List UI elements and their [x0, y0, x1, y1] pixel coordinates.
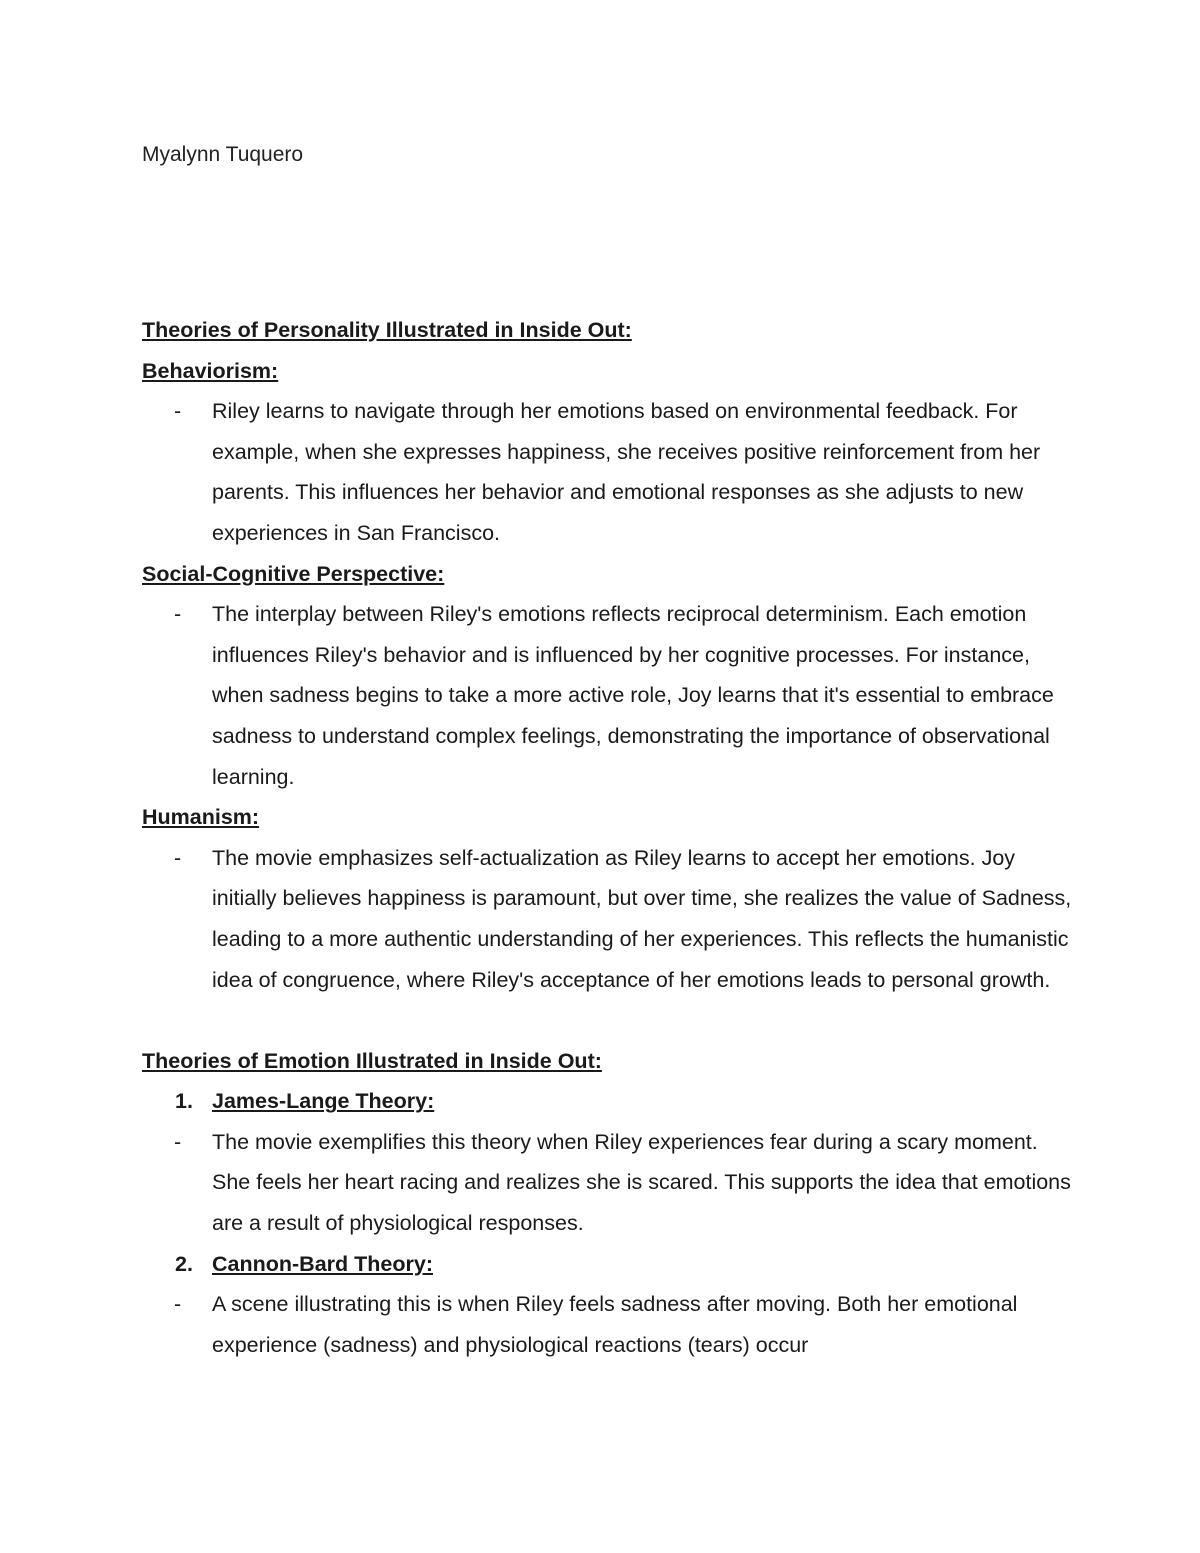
james-lange-heading [142, 1081, 1072, 1122]
social-cognitive-text: The interplay between Riley's emotions reflects reciprocal determinism. Each emotion influences Riley's behavior and is influenced by her cognitive processes. For instance, when sadness begins to take a more active role, Joy learns that it's essential to embrace sadness to understand complex feelings, demonstrating the importance of observational learning. [212, 602, 1054, 789]
bullet-dash: - [174, 399, 182, 424]
behaviorism-bullet [142, 391, 1072, 553]
document-body [142, 310, 1072, 1365]
humanism-text: The movie emphasizes self-actualization as Riley learns to accept her emotions. Joy initially believes happiness is paramount, but over time, she realizes the value of Sadness, leading to a more authentic understanding of her experiences. This reflects the humanistic idea of congruence, where Riley's acceptance of her emotions leads to personal growth. [212, 845, 1072, 992]
bullet-dash: - [174, 845, 182, 870]
cannon-bard-text: A scene illustrating this is when Riley feels sadness after moving. Both her emotional experience (sadness) and physiological reactions (tears) occur [212, 1292, 1018, 1357]
section-spacer [142, 1000, 1072, 1041]
item-number: 1. [175, 1089, 193, 1114]
item-number: 2. [175, 1251, 193, 1276]
social-cognitive-bullet [142, 594, 1072, 797]
behaviorism-heading: Behaviorism: [142, 358, 279, 383]
bullet-dash: - [174, 1292, 182, 1317]
behaviorism-text: Riley learns to navigate through her emotions based on environmental feedback. For example, when she expresses happiness, she receives positive reinforcement from her parents. This influences her behavior and emotional responses as she adjusts to new experiences in San Francisco. [212, 399, 1041, 545]
james-lange-text: The movie exemplifies this theory when Riley experiences fear during a scary moment. She feels her heart racing and realizes she is scared. This supports the idea that emotions are a result of physiological responses. [212, 1129, 1071, 1236]
social-cognitive-heading: Social-Cognitive Perspective: [142, 561, 445, 586]
james-lange-bullet [142, 1122, 1072, 1244]
cannon-bard-bullet [142, 1284, 1072, 1365]
cannon-bard-title: Cannon-Bard Theory: [212, 1251, 433, 1276]
emotion-title: Theories of Emotion Illustrated in Inside Out: [142, 1048, 602, 1073]
bullet-dash: - [174, 602, 182, 627]
humanism-bullet [142, 838, 1072, 1000]
james-lange-title: James-Lange Theory: [212, 1089, 435, 1114]
bullet-dash: - [174, 1129, 182, 1154]
personality-title: Theories of Personality Illustrated in Inside Out: [142, 318, 632, 342]
cannon-bard-heading [142, 1244, 1072, 1285]
humanism-heading: Humanism: [142, 805, 260, 830]
author-name: Myalynn Tuquero [142, 143, 304, 166]
